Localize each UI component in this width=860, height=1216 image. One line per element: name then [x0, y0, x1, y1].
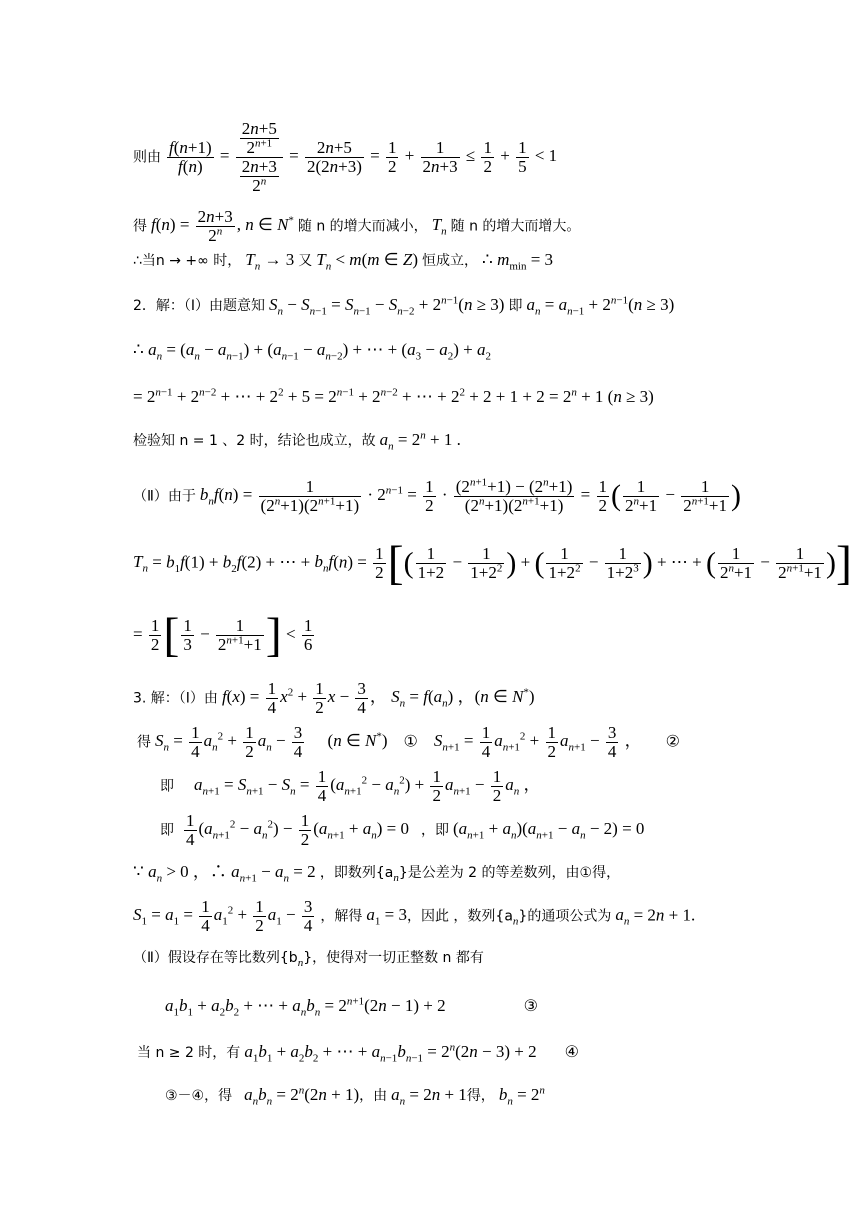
- formula: $S_1 = a_1$ = $\frac{1}{4}$ $a_1^2$ + $\frac{1}{2}$ $a_1$ − $\frac{3}{4}$: [133, 897, 313, 935]
- formula: $T_n$: [431, 215, 447, 238]
- text: }的通项公式为: [518, 908, 612, 925]
- p2-line7: = $\frac{1}{2}$ [ $\frac{1}{3}$ − $\frac{1}{2^{n+1}+1}$ ] < $\frac{1}{6}$: [133, 608, 313, 662]
- formula: $b_n = 2^n$: [498, 1084, 545, 1108]
- circle-label: ④: [564, 1044, 579, 1061]
- formula: ∴ $m_{min} = 3$: [481, 250, 554, 273]
- formula: $a_1b_1 + a_2b_2$ + ⋯ + $a_{n-1}b_{n-1} = 2^n(2n - 3) + 2$: [244, 1041, 537, 1065]
- p3-line10: [165, 1085, 545, 1106]
- text: 即: [160, 822, 174, 839]
- formula: $T_n < m(m$ ∈ Z): [316, 250, 418, 273]
- text: 3. 解：（Ⅰ）由: [133, 690, 218, 707]
- circle-label: ①: [403, 733, 418, 751]
- formula: $\frac{1}{4}$ $(a_{n+1}^2 - a_n^2)$ − $\frac{1}{2}$ $(a_{n+1} + a_n) = 0$: [186, 811, 409, 849]
- formula: $a_n = 2n + 1$.: [615, 905, 696, 928]
- p2-line5: [133, 478, 741, 526]
- formula: $\frac{f(n+1)}{f(n)}$ = $\frac{\frac{2n+5}{2^{n+1}}}{\frac{2n+3}{2^n}}$ = $\frac{2n+5}{2(2n+3)}$ = $\frac{1}{2}$ + $\frac{1}{2n+3}$ ≤ $\frac{1}{2}$ + $\frac{1}{5}$ < 1: [169, 119, 558, 195]
- formula: $a_{n+1} = S_{n+1} - S_n$ = $\frac{1}{4}$ $(a_{n+1}^2 - a_n^2)$ + $\frac{1}{2}$ $a_{n+1}$ − $\frac{1}{2}$ $a_n$ ，: [194, 767, 541, 805]
- text: }，使得对一切正整数 n 都有: [303, 950, 484, 966]
- text: （Ⅱ）假设存在等比数列{b: [133, 950, 298, 966]
- text: 得: [133, 218, 147, 235]
- p2-line3: = $2^{n-1} + 2^{n-2}$ + ⋯ + $2^2 + 5 = 2^{n-1} + 2^{n-2}$ + ⋯ + $2^2 + 2 + 1 + 2 = 2^n + 1$ (n ≥ 3): [133, 386, 654, 406]
- formula: $a_n = 2n + 1$: [391, 1085, 467, 1108]
- text: ，即: [420, 822, 449, 839]
- formula: $S_{n+1}$ = $\frac{1}{4}$ $a_{n+1}^2$ + $\frac{1}{2}$ $a_{n+1}$ − $\frac{3}{4}$ ，: [433, 723, 642, 761]
- text: 又: [298, 253, 313, 269]
- text: 当 n ≥ 2 时，有: [137, 1045, 241, 1061]
- text: 得: [137, 734, 151, 751]
- p2-line4: [133, 430, 461, 451]
- p3-line9: [137, 1042, 579, 1063]
- formula: $S_n$ = $\frac{1}{4}$ $a_n^2$ + $\frac{1}{2}$ $a_n$ − $\frac{3}{4}$ (n ∈ N*): [155, 723, 388, 761]
- text: （Ⅱ）由于: [133, 488, 196, 505]
- formula: $a_1b_1 + a_2b_2$ + ⋯ + $a_nb_n = 2^{n+1}(2n - 1) + 2$: [165, 995, 446, 1019]
- formula: f(x) = $\frac{1}{4}$ $x^2$ + $\frac{1}{2}$ x − $\frac{3}{4}$ ， $S_n = f(a_n)$ ，(n ∈ N*): [221, 679, 535, 717]
- p3-line2: [137, 724, 680, 768]
- p3-line3: [160, 768, 541, 812]
- text: ∴当n → +∞ 时，: [133, 253, 242, 269]
- formula: $a_nb_n = 2^n(2n + 1)$: [244, 1084, 360, 1108]
- formula: $a_n = a_{n-1} + 2^{n-1}(n \ge 3)$: [526, 294, 675, 318]
- circle-label: ③: [523, 998, 538, 1015]
- formula: $S_n - S_{n-1} = S_{n-1} - S_{n-2} + 2^{n-1}(n \ge 3)$: [269, 294, 505, 318]
- text: 即: [508, 298, 523, 314]
- text: 得，: [466, 1088, 495, 1104]
- text: 检验知 n = 1 、2 时，结论也成立，故: [133, 433, 376, 449]
- text: ，由: [359, 1088, 388, 1104]
- text: 则由: [133, 149, 161, 166]
- text: 随 n 的增大而减小，: [297, 218, 428, 235]
- p3-line4: [160, 812, 644, 856]
- p3-line1: [133, 680, 535, 724]
- text: ③－④，得: [165, 1088, 233, 1104]
- formula: $(a_{n+1} + a_n)(a_{n+1} - a_n - 2) = 0$: [452, 819, 645, 842]
- formula: $a_n = 2^n + 1$ .: [379, 429, 461, 453]
- formula: ∵ $a_n > 0$ ，∴ $a_{n+1} - a_n = 2$: [133, 862, 320, 885]
- formula: $T_n \to 3$: [245, 250, 295, 273]
- formula: f(n) = $\frac{2n+3}{2^n}$ , n ∈ N*: [151, 207, 294, 245]
- p3-line7: （Ⅱ）假设存在等比数列$\{b_n\}$，使得对一切正整数 n 都有: [133, 950, 484, 970]
- line-decreasing: [133, 208, 580, 245]
- formula: $b_nf(n)$ = $\frac{1}{(2^n+1)(2^{n+1}+1)}$ · $2^{n-1}$ = $\frac{1}{2}$ · $\frac{(2^{n+1}+1) - (2^n+1)}{(2^n+1)(2^{n+1}+1)}$ = $\frac{1}{2}$ ( $\frac{1}{2^n+1}$ − $\frac{1}{2^{n+1}+1}$ ): [199, 476, 741, 515]
- text: 2．解：（Ⅰ）由题意知: [133, 298, 266, 314]
- line-limit: [133, 250, 553, 271]
- text: ，即数列{a: [319, 865, 394, 881]
- circle-label: ②: [665, 733, 680, 751]
- line-ratio: [133, 119, 558, 195]
- p2-line2: ∴ $a_n = (a_n - a_{n-1}) + (a_{n-1} - a_{n-2})$ + ⋯ + $(a_3 - a_2) + a_2$: [133, 340, 491, 363]
- p3-line6: $S_1 = a_1$ = $\frac{1}{4}$ $a_1^2$ + $\frac{1}{2}$ $a_1$ − $\frac{3}{4}$ ，解得 $a_1 = 3$，因此 ，数列$\{a_n\}$的通项公式为 $a_n = 2n + 1$.: [133, 897, 696, 935]
- p3-line5: ∵ $a_n > 0$ ，∴ $a_{n+1} - a_n = 2$ ，即数列$\{a_n\}$是公差为 2 的等差数列，由①得，: [133, 862, 621, 885]
- formula: $a_1 = 3$: [366, 905, 407, 928]
- text: ，解得: [320, 908, 363, 925]
- p2-line6: $T_n = b_1f(1) + b_2f(2)$ + ⋯ + $b_nf(n)$ = $\frac{1}{2}$ [( $\frac{1}{1+2}$ − $\frac{1}{1+2^2}$ ) + ( $\frac{1}{1+2^2}$ − $\frac{1}{1+2^3}$ ) + ⋯ + ( $\frac{1}{2^n+1}$ − $\frac{1}{2^{n+1}+1}$ )]: [133, 536, 852, 590]
- p2-line1: [133, 295, 674, 316]
- p3-line8: [165, 996, 538, 1017]
- text: 随 n 的增大而增大。: [450, 218, 581, 235]
- text: }是公差为 2 的等差数列，由①得，: [398, 865, 621, 881]
- text: 即: [160, 778, 174, 795]
- text: 恒成立，: [421, 253, 478, 269]
- text: ，因此 ，数列{a: [406, 908, 513, 925]
